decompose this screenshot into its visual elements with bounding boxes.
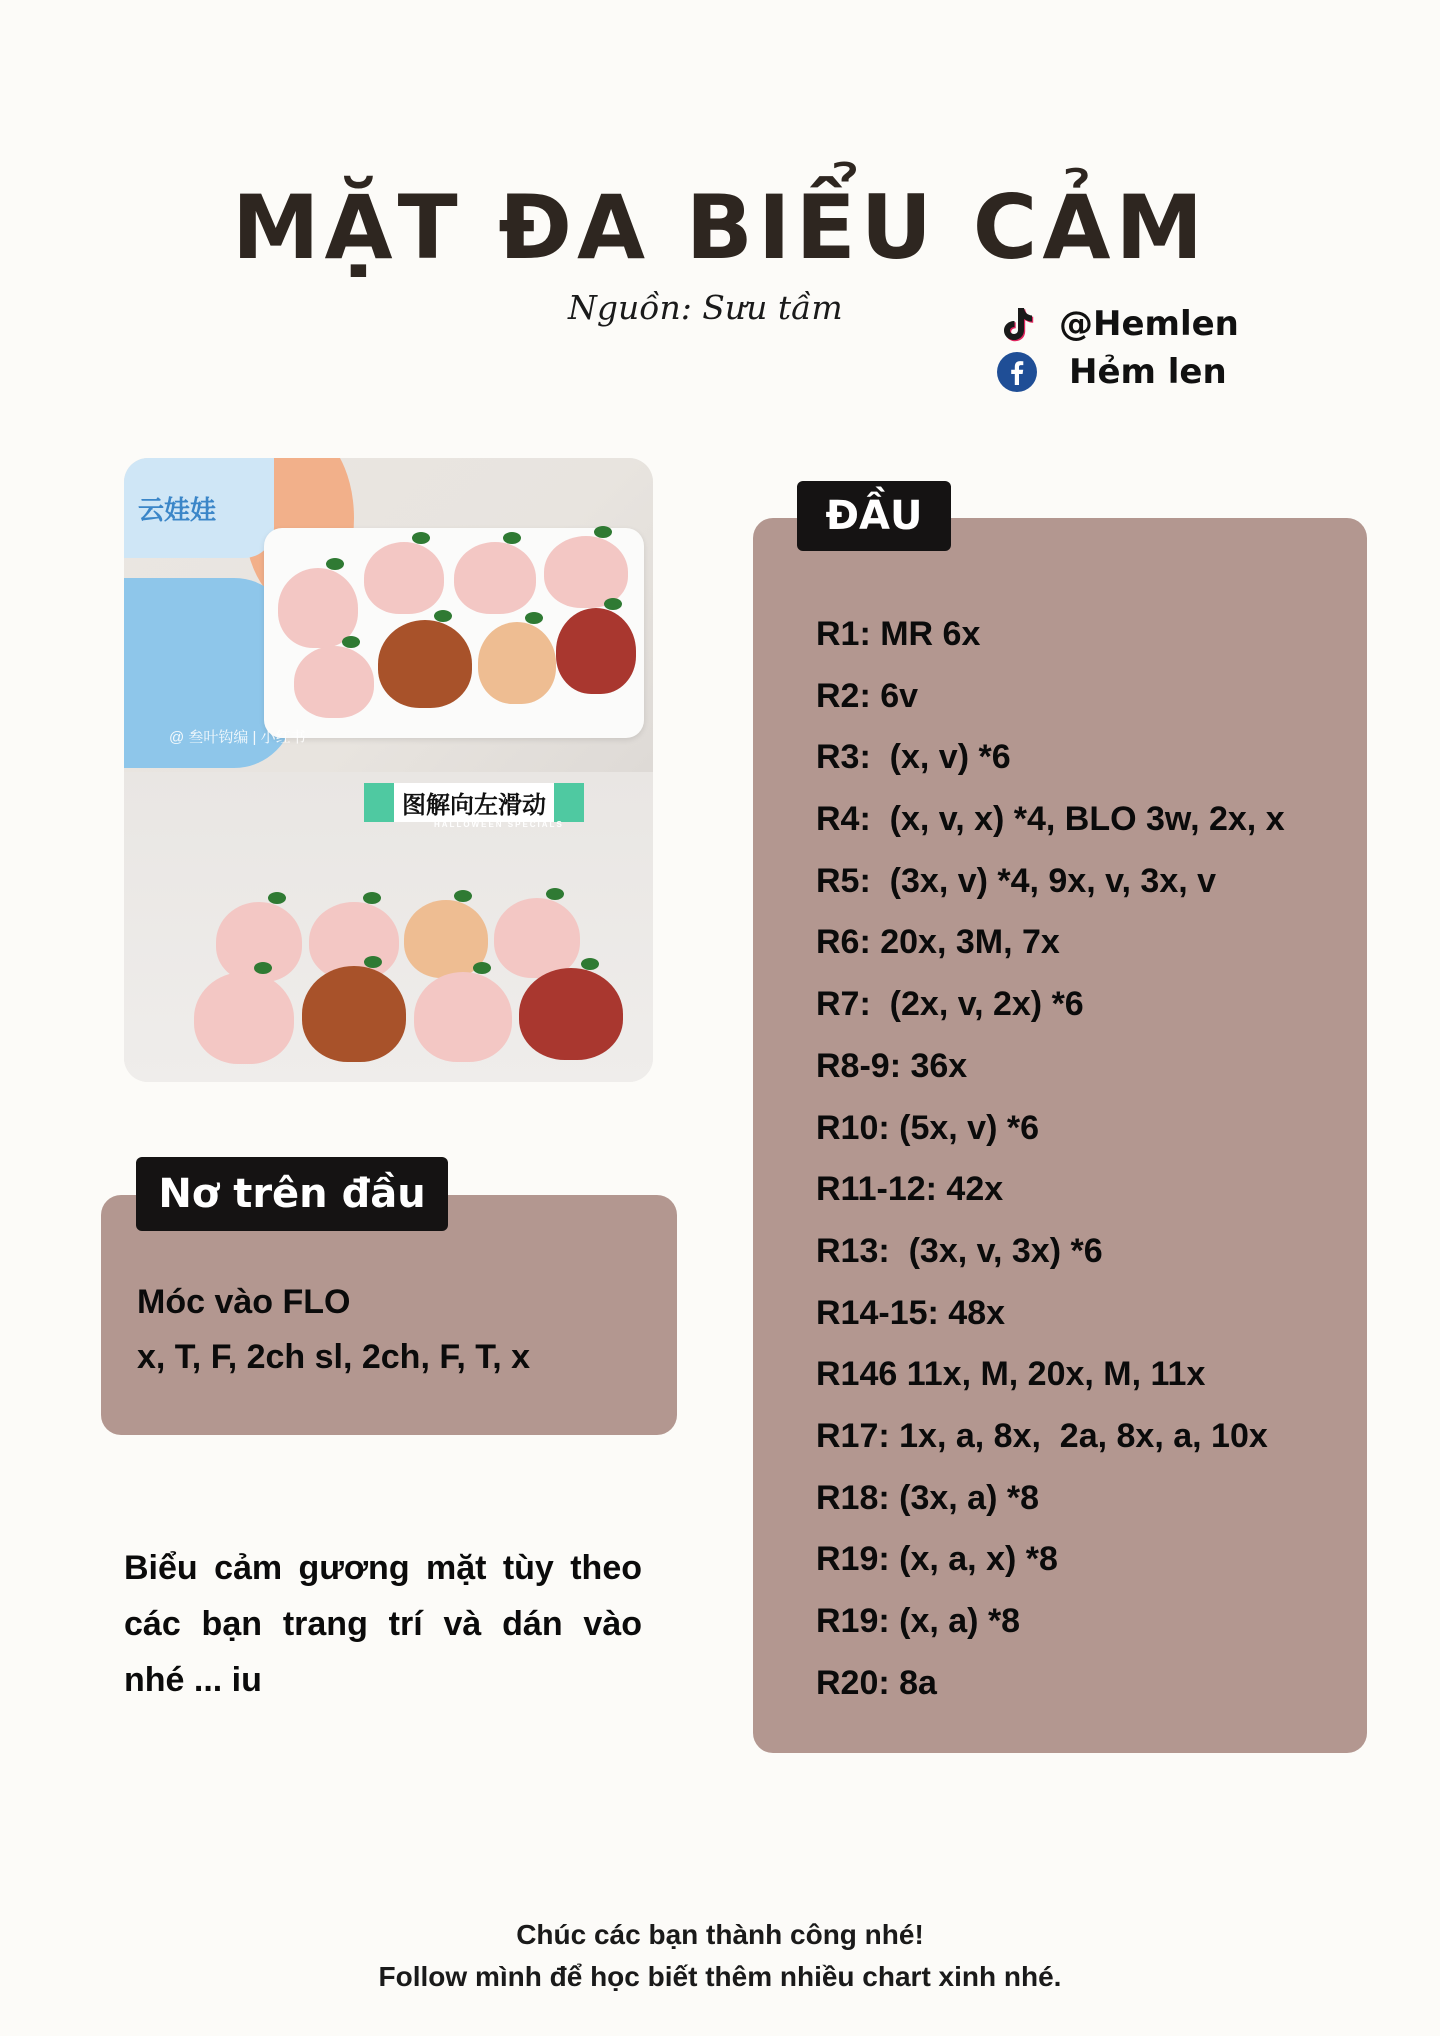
pattern-row: R20: 8a (816, 1663, 937, 1702)
pattern-row: R18: (3x, a) *8 (816, 1478, 1039, 1517)
watermark: @ 叁叶钩编 | 小红书 (169, 729, 306, 746)
pattern-row: R1: MR 6x (816, 615, 981, 653)
pattern-row: R6: 20x, 3M, 7x (816, 923, 1060, 962)
source-credit: Nguồn: Sưu tầm (568, 288, 843, 327)
crochet-ball (194, 972, 294, 1064)
tiktok-link[interactable] (995, 300, 1239, 348)
facebook-icon (995, 350, 1039, 394)
pattern-row: R19: (x, a) *8 (816, 1602, 1021, 1640)
pattern-row: R146 11x, M, 20x, M, 11x (816, 1355, 1206, 1394)
pattern-row: R10: (5x, v) *6 (816, 1108, 1039, 1147)
social-links (995, 300, 1239, 396)
footer-wish: Chúc các bạn thành công nhé! (516, 1919, 924, 1950)
pattern-row: R3: (x, v) *6 (816, 738, 1011, 777)
crochet-ball (519, 968, 623, 1060)
facebook-link[interactable] (995, 348, 1239, 396)
head-section-tab: ĐẦU (797, 481, 951, 551)
pattern-row: R17: 1x, a, 8x, 2a, 8x, a, 10x (816, 1416, 1268, 1455)
photo-banner: 图解向左滑动 (364, 783, 584, 822)
crochet-ball (544, 536, 628, 608)
crochet-ball (556, 608, 636, 694)
tiktok-handle: @Hemlen (1059, 304, 1239, 344)
pattern-row: R19: (x, a, x) *8 (816, 1540, 1058, 1579)
tray (264, 528, 644, 738)
bow-instruction: x, T, F, 2ch sl, 2ch, F, T, x (137, 1338, 531, 1376)
amigurumi-photo (124, 458, 653, 1082)
bow-section-tab: Nơ trên đầu (136, 1157, 448, 1231)
pattern-row: R8-9: 36x (816, 1046, 968, 1085)
pattern-row: R13: (3x, v, 3x) *6 (816, 1231, 1103, 1270)
crochet-ball (364, 542, 444, 614)
photo-top-tray (124, 458, 653, 772)
pattern-row: R2: 6v (816, 676, 919, 715)
crochet-ball (302, 966, 406, 1062)
photo-banner-subtitle: HALLOWEEN SPECIALS (434, 820, 564, 829)
bow-pattern-lines (137, 1275, 530, 1385)
crochet-ball (414, 972, 512, 1062)
yarn-label: 云娃娃 (124, 458, 274, 558)
decoration-note: Biểu cảm gương mặt tùy theo các bạn trang trí và dán vào nhé ... iu (124, 1549, 642, 1699)
page-title: MẶT ĐA BIỂU CẢM (231, 176, 1209, 279)
crochet-ball (294, 646, 374, 718)
footer (0, 1914, 1440, 1998)
crochet-ball (378, 620, 472, 708)
crochet-ball (494, 898, 580, 978)
head-pattern-rows (816, 604, 1285, 1714)
bow-instruction: Móc vào FLO (137, 1283, 351, 1321)
pattern-row: R5: (3x, v) *4, 9x, v, 3x, v (816, 861, 1217, 900)
pattern-row: R7: (2x, v, 2x) *6 (816, 985, 1084, 1024)
tiktok-icon (995, 302, 1039, 346)
crochet-ball (478, 622, 556, 704)
footer-follow: Follow mình để học biết thêm nhiều chart xinh nhé. (378, 1961, 1062, 1992)
pattern-row: R11-12: 42x (816, 1170, 1004, 1209)
facebook-page-name: Hẻm len (1069, 352, 1227, 392)
pattern-row: R4: (x, v, x) *4, BLO 3w, 2x, x (816, 800, 1285, 839)
crochet-ball (454, 542, 536, 614)
pattern-row: R14-15: 48x (816, 1293, 1006, 1332)
